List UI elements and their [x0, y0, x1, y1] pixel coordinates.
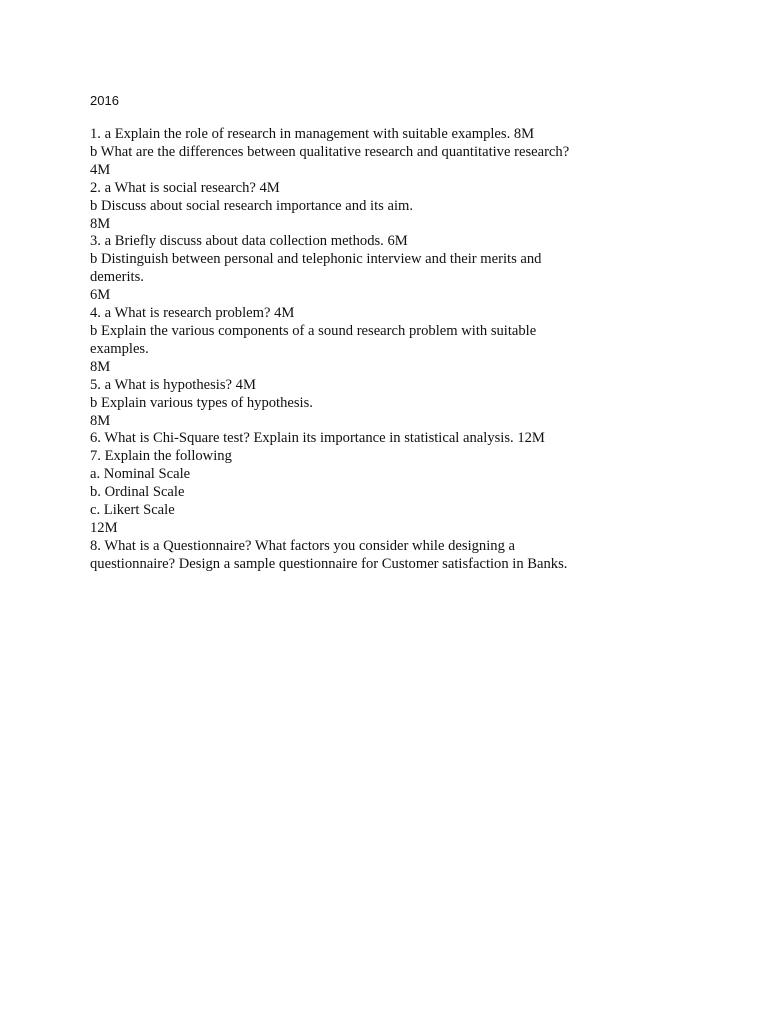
question-line: b Explain the various components of a sound research problem with suitable — [90, 322, 537, 339]
question-line: 4. a What is research problem? 4M — [90, 305, 295, 322]
question-line: b. Ordinal Scale — [90, 484, 185, 501]
question-line: 6M — [90, 287, 111, 304]
question-line: 7. Explain the following — [90, 448, 232, 465]
document-year: 2016 — [90, 93, 119, 108]
question-line: 2. a What is social research? 4M — [90, 179, 280, 196]
question-line: 8. What is a Questionnaire? What factors you consider while designing a — [90, 537, 515, 554]
question-line: 1. a Explain the role of research in management with suitable examples. 8M — [90, 126, 535, 142]
question-line: 5. a What is hypothesis? 4M — [90, 376, 256, 393]
question-line: 12M — [90, 519, 118, 536]
question-line: b Distinguish between personal and telephonic interview and their merits and — [90, 251, 542, 268]
question-line: 6. What is Chi-Square test? Explain its importance in statistical analysis. 12M — [90, 430, 545, 447]
question-line: a. Nominal Scale — [90, 466, 191, 483]
question-line: 3. a Briefly discuss about data collection methods. 6M — [90, 233, 408, 250]
question-line: questionnaire? Design a sample questionnaire for Customer satisfaction in Banks. — [90, 555, 568, 572]
question-line: b Explain various types of hypothesis. — [90, 394, 313, 411]
question-line: b Discuss about social research importance and its aim. — [90, 197, 413, 214]
question-line: b What are the differences between qualitative research and quantitative research? — [90, 143, 570, 160]
question-line: 8M — [90, 412, 111, 429]
question-line: 8M — [90, 215, 111, 232]
question-list — [90, 126, 600, 574]
question-line: examples. — [90, 340, 149, 357]
question-line: demerits. — [90, 269, 144, 286]
question-line: 8M — [90, 358, 111, 375]
question-line: 4M — [90, 161, 111, 178]
question-line: c. Likert Scale — [90, 502, 175, 519]
